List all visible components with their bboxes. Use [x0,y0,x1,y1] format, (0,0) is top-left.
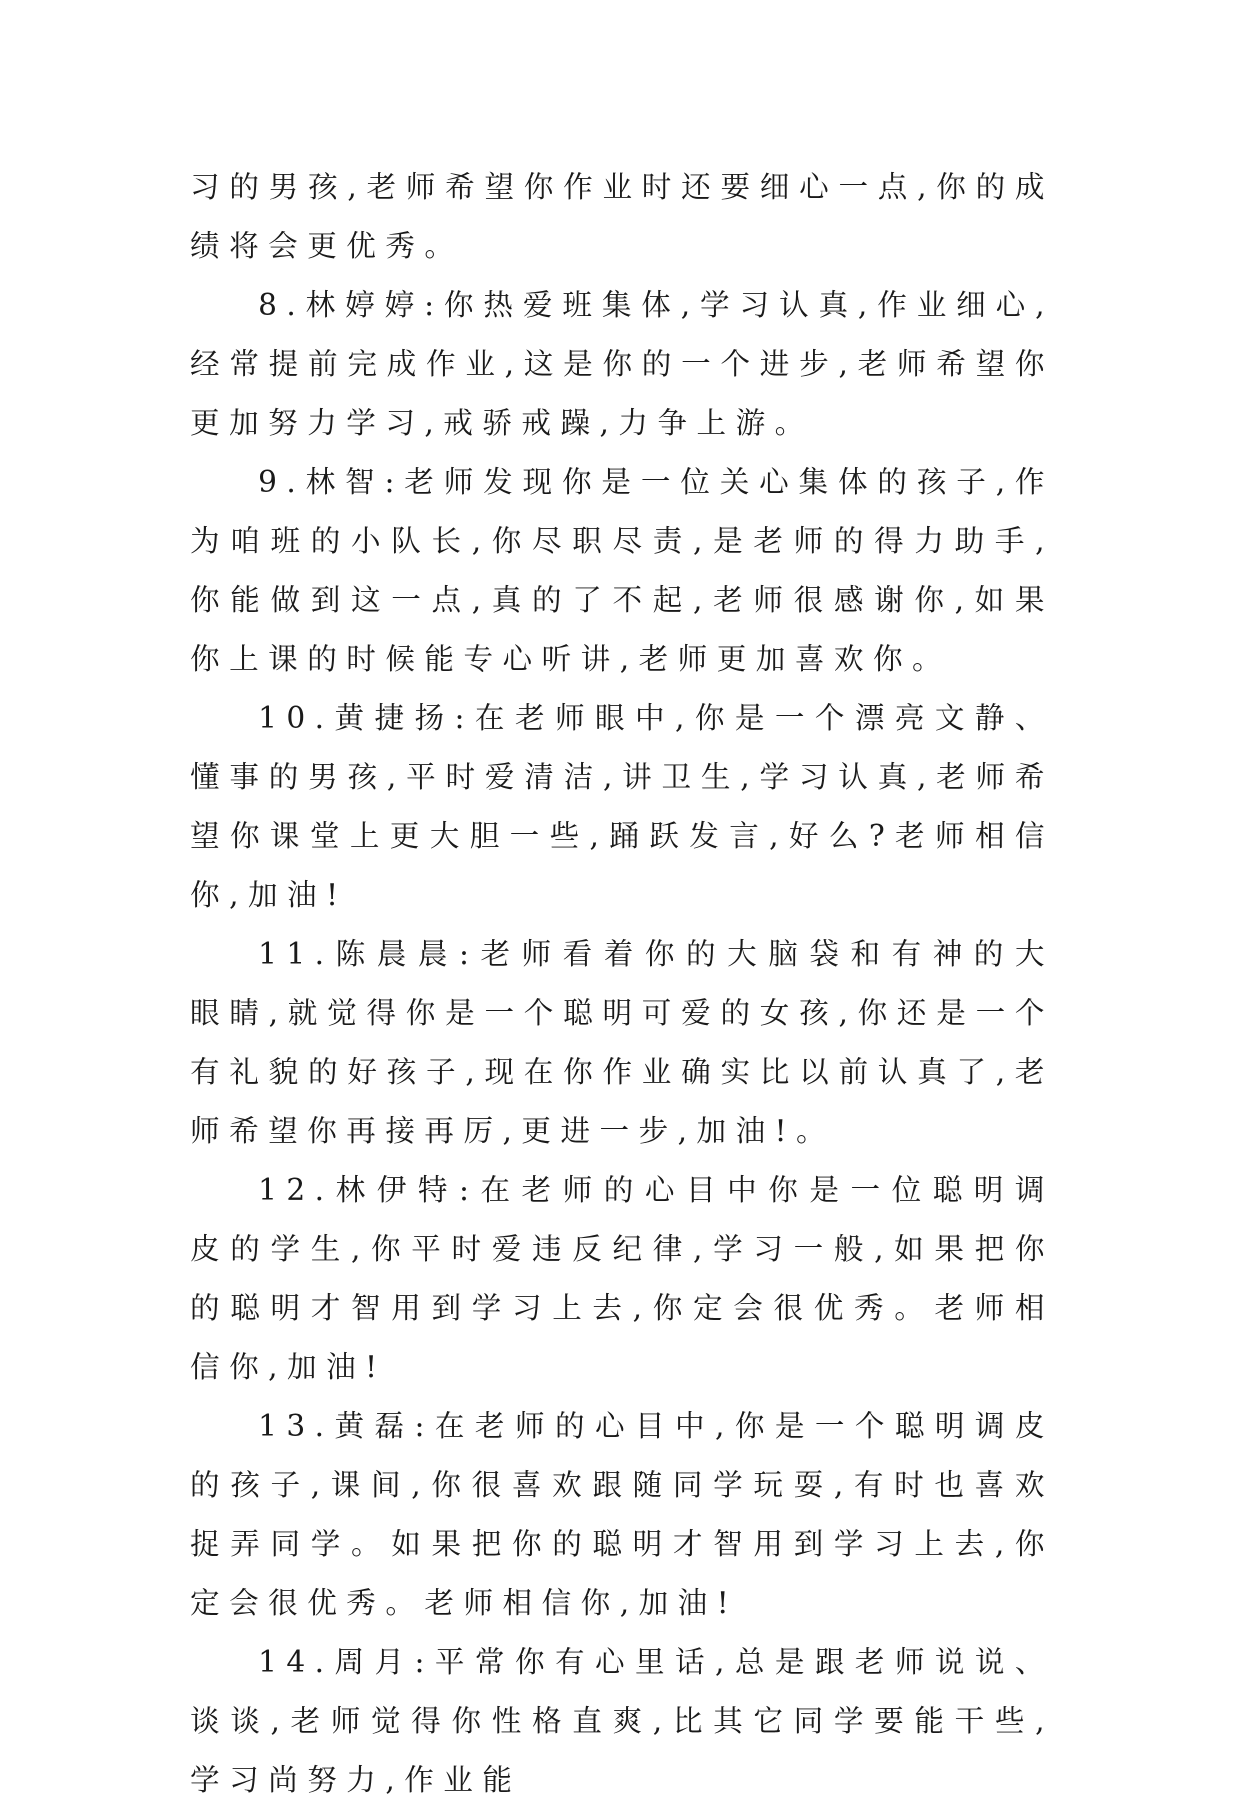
document-page [190,158,1054,1810]
paragraph-item-13: 13.黄磊:在老师的心目中,你是一个聪明调皮的孩子,课间,你很喜欢跟随同学玩耍,有时也喜欢捉弄同学。如果把你的聪明才智用到学习上去,你定会很优秀。老师相信你,加油! [190,1409,1054,1620]
paragraph-item-8: 8.林婷婷:你热爱班集体,学习认真,作业细心,经常提前完成作业,这是你的一个进步,老师希望你更加努力学习,戒骄戒躁,力争上游。 [190,288,1054,440]
paragraph-item-12: 12.林伊特:在老师的心目中你是一位聪明调皮的学生,你平时爱违反纪律,学习一般,如果把你的聪明才智用到学习上去,你定会很优秀。老师相信你,加油! [190,1173,1054,1384]
paragraph-item-11: 11.陈晨晨:老师看着你的大脑袋和有神的大眼睛,就觉得你是一个聪明可爱的女孩,你还是一个有礼貌的好孩子,现在你作业确实比以前认真了,老师希望你再接再厉,更进一步,加油!。 [190,937,1054,1148]
paragraph-item-10: 10.黄捷扬:在老师眼中,你是一个漂亮文静、懂事的男孩,平时爱清洁,讲卫生,学习认真,老师希望你课堂上更大胆一些,踊跃发言,好么?老师相信你,加油! [190,701,1054,912]
paragraph-continued: 习的男孩,老师希望你作业时还要细心一点,你的成绩将会更优秀。 [190,170,1054,263]
paragraph-item-14: 14.周月:平常你有心里话,总是跟老师说说、谈谈,老师觉得你性格直爽,比其它同学要能干些,学习尚努力,作业能 [190,1645,1054,1797]
paragraph-item-9: 9.林智:老师发现你是一位关心集体的孩子,作为咱班的小队长,你尽职尽责,是老师的得力助手,你能做到这一点,真的了不起,老师很感谢你,如果你上课的时候能专心听讲,老师更加喜欢你。 [190,465,1054,676]
